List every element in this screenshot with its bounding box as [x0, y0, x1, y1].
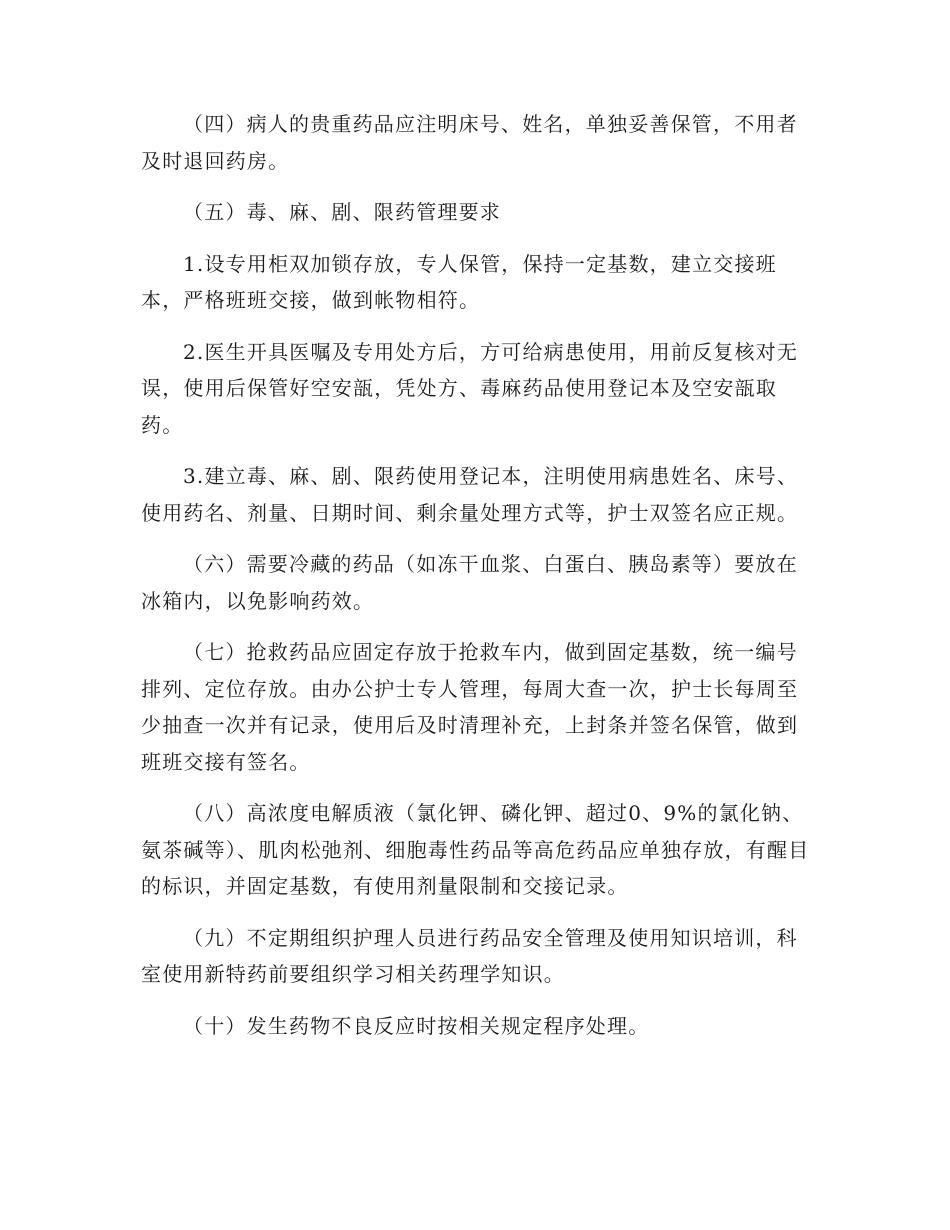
paragraph-high-risk-drugs: （八）高浓度电解质液（氯化钾、磷化钾、超过0、9%的氯化钠、氨茶碱等）、肌肉松弛剂、细胞毒性药品等高危药品应单独存放，有醒目的标识，并固定基数，有使用剂量限制和交接记录。: [141, 801, 810, 898]
paragraph-controlled-drugs-heading: （五）毒、麻、剧、限药管理要求: [183, 200, 501, 224]
paragraph-item-2: 2.医生开具医嘱及专用处方后，方可给病患使用，用前反复核对无误，使用后保管好空安瓿，凭处方、毒麻药品使用登记本及空安瓿取药。: [141, 339, 799, 437]
paragraph-item-3: 3.建立毒、麻、剧、限药使用登记本，注明使用病患姓名、床号、使用药名、剂量、日期时间、剩余量处理方式等，护士双签名应正规。: [141, 464, 799, 525]
paragraph-training: （九）不定期组织护理人员进行药品安全管理及使用知识培训，科室使用新特药前要组织学习相关药理学知识。: [141, 925, 798, 986]
paragraph-item-1: 1.设专用柜双加锁存放，专人保管，保持一定基数，建立交接班本，严格班班交接，做到帐物相符。: [141, 251, 777, 312]
paragraph-emergency-drugs: （七）抢救药品应固定存放于抢救车内，做到固定基数，统一编号排列、定位存放。由办公护士专人管理，每周大查一次，护士长每周至少抽查一次并有记录，使用后及时清理补充，上封条并签名保管，做到班班交接有签名。: [141, 640, 799, 774]
paragraph-refrigerated-drugs: （六）需要冷藏的药品（如冻干血浆、白蛋白、胰岛素等）要放在冰箱内，以免影响药效。: [141, 552, 798, 613]
paragraph-adverse-reactions: （十）发生药物不良反应时按相关规定程序处理。: [183, 1013, 650, 1038]
paragraph-valuable-drugs: （四）病人的贵重药品应注明床号、姓名，单独妥善保管，不用者及时退回药房。: [141, 112, 798, 173]
